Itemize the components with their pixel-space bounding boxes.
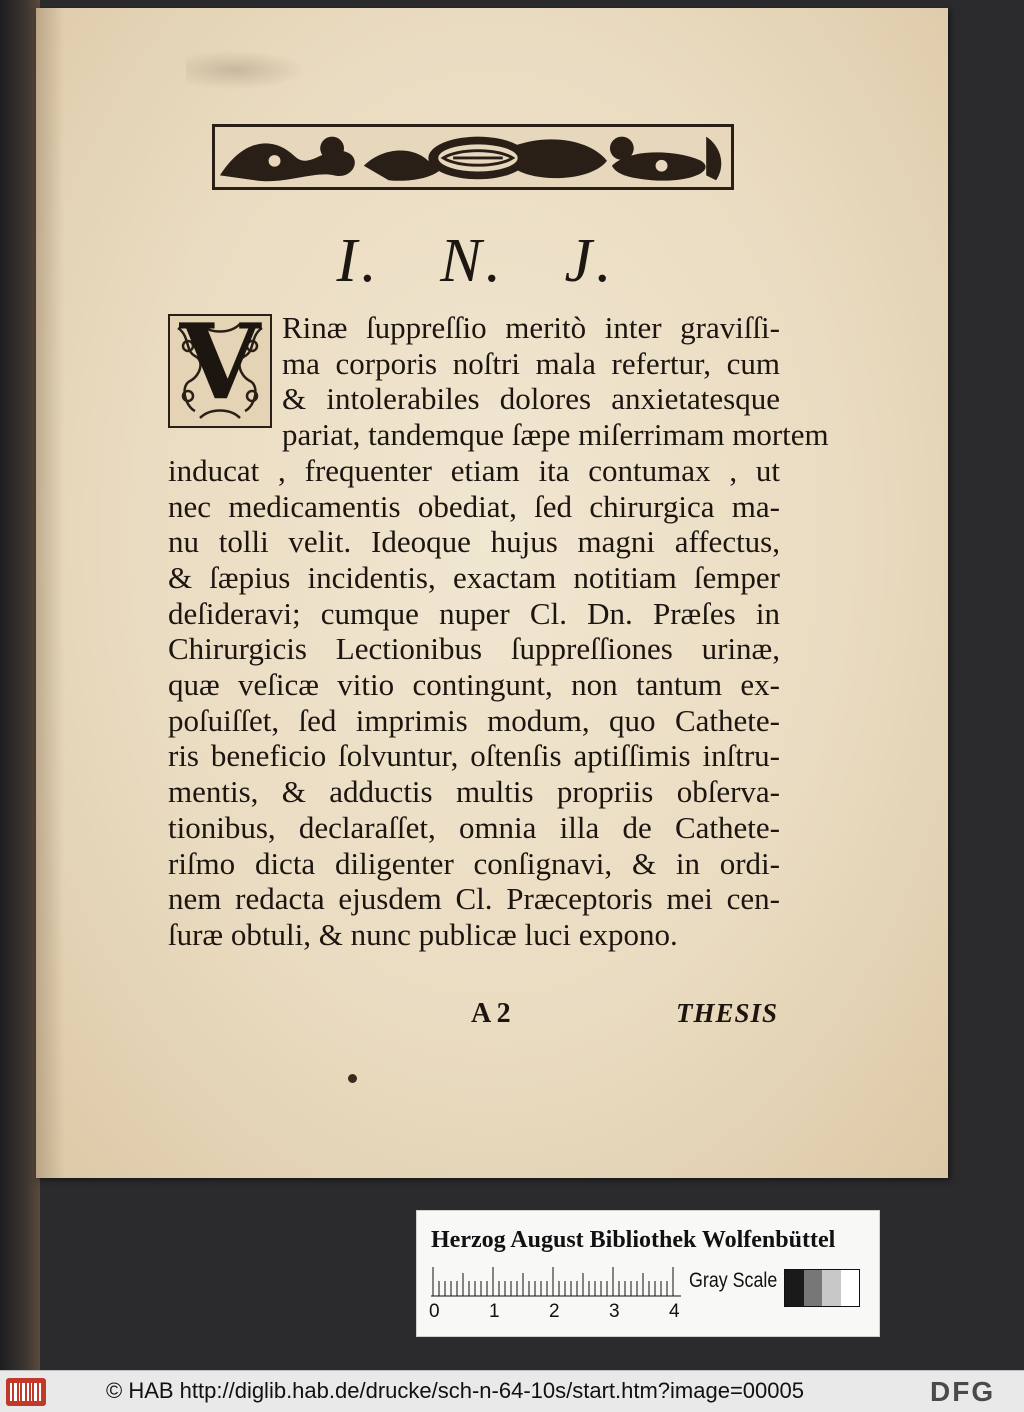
page-stack-edge [0, 0, 40, 1370]
footer-bar [0, 1370, 1024, 1412]
text-line: riſmo dicta diligenter conſignavi, & in ordi- [168, 845, 780, 881]
text-line: quæ veſicæ vitio contingunt, non tantum ex- [168, 667, 780, 703]
gray-swatch-black [785, 1270, 804, 1306]
text-line: inducat , frequenter etiam ita contumax , ut [168, 452, 780, 488]
copyright-link[interactable]: © HAB http://diglib.hab.de/drucke/sch-n-64-10s/start.htm?image=00005 [106, 1378, 804, 1403]
signature-mark: A 2 [471, 998, 511, 1029]
measurement-ruler [431, 1267, 681, 1297]
text-line: deſideravi; cumque nuper Cl. Dn. Præſes in [168, 595, 780, 631]
ink-spot [348, 1074, 357, 1083]
text-line: nu tolli velit. Ideoque hujus magni affectus, [168, 524, 780, 560]
text-line: ris beneficio ſolvuntur, oſtenſis aptiſſimis inſtru- [168, 738, 780, 774]
initial-letter: V [179, 300, 261, 423]
text-line: Rinæ ſuppreſſio meritò inter graviſſi- [282, 310, 780, 345]
body-text [168, 300, 829, 953]
gray-scale-swatches [784, 1269, 860, 1307]
invocation-heading: I. N. J. [336, 227, 616, 295]
ruler-number: 4 [669, 1301, 680, 1322]
ruler-number: 2 [549, 1301, 560, 1322]
gray-swatch-dark [804, 1270, 823, 1306]
dfg-logo: DFG [930, 1376, 996, 1407]
text-line: ſuræ obtuli, & nunc publicæ luci expono. [168, 916, 678, 952]
document-page [36, 8, 948, 1178]
text-line: & ſæpius incidentis, exactam notitiam ſemper [168, 559, 780, 595]
decorative-headpiece [212, 124, 734, 190]
paper-wear-mark [186, 50, 306, 90]
text-line: nem redacta ejusdem Cl. Præceptoris mei cen- [168, 881, 780, 917]
text-line: ma corporis noſtri mala refertur, cum [282, 345, 780, 381]
text-line: poſuiſſet, ſed imprimis modum, quo Cathete- [168, 702, 780, 738]
color-reference-card [416, 1210, 880, 1337]
gray-scale-label: Gray Scale [689, 1269, 778, 1292]
gray-swatch-light [822, 1270, 841, 1306]
decorated-initial [168, 300, 272, 428]
ruler-number: 3 [609, 1301, 620, 1322]
page-footer [166, 998, 778, 1034]
barcode-icon [6, 1378, 46, 1406]
library-name: Herzog August Bibliothek Wolfenbüttel [431, 1227, 836, 1253]
text-line: pariat, tandemque ſæpe miſerrimam mortem [282, 417, 829, 453]
text-line: Chirurgicis Lectionibus ſuppreſſiones urinæ, [168, 631, 780, 667]
ruler-numbers [427, 1301, 697, 1325]
ruler-number: 0 [429, 1301, 440, 1322]
catchword: THESIS [675, 998, 778, 1028]
gray-swatch-white [841, 1270, 860, 1306]
ruler-number: 1 [489, 1301, 500, 1322]
text-line: tionibus, declaraſſet, omnia illa de Cathete- [168, 809, 780, 845]
text-line: mentis, & adductis multis propriis obſerva- [168, 774, 780, 810]
text-line: & intolerabiles dolores anxietatesque [282, 381, 780, 417]
text-line: nec medicamentis obediat, ſed chirurgica ma- [168, 488, 780, 524]
